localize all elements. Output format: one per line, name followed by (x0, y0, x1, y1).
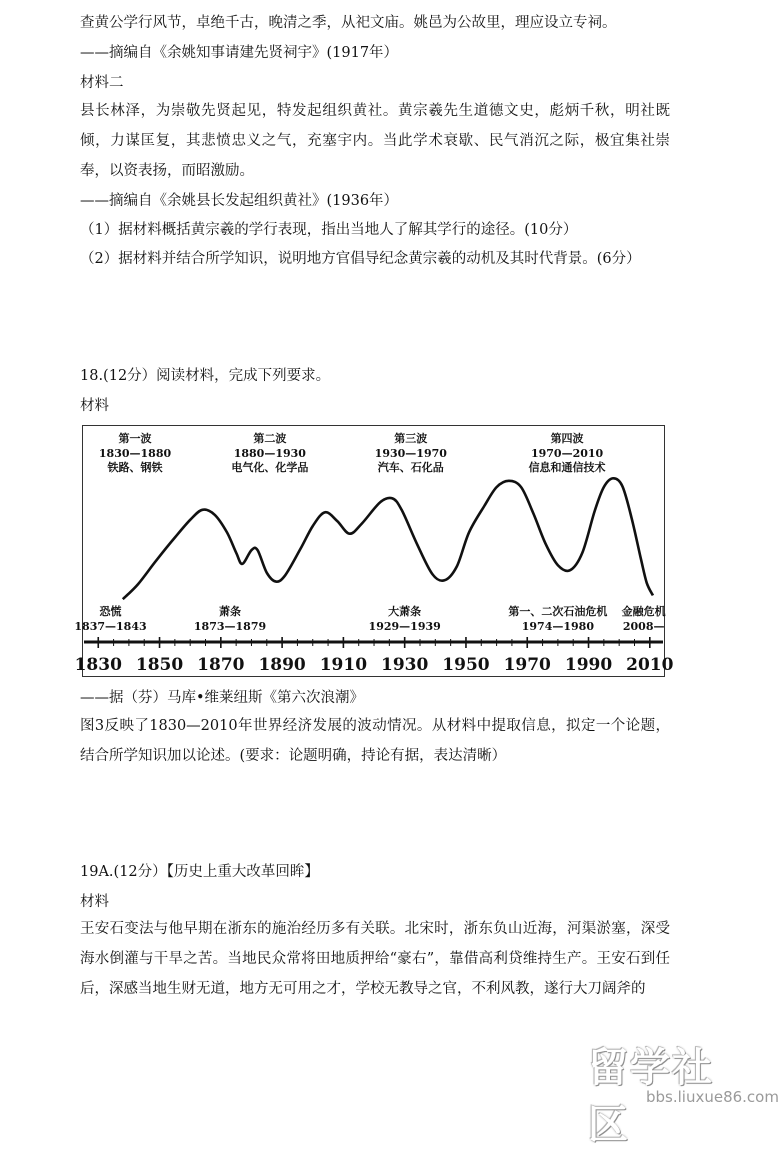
watermark-logo-text: 留学社区 (588, 1045, 714, 1148)
x-tick-label: 2010 (626, 655, 674, 675)
wave-name-label: 第三波 (394, 432, 428, 445)
wave-name-label: 第四波 (550, 432, 584, 445)
wave-labels (99, 431, 606, 474)
x-tick-label: 1950 (442, 655, 490, 675)
chart-source: ——据（芬）马库•维莱纽斯《第六次浪潮》 (80, 690, 365, 706)
wave-years-label: 1930—1970 (374, 447, 447, 460)
x-tick-label: 1910 (319, 655, 368, 675)
x-tick-label: 1890 (258, 655, 306, 675)
wave-years-label: 1880—1930 (233, 447, 306, 460)
crisis-name-label: 恐慌 (99, 605, 122, 618)
wave-chart (74, 425, 674, 677)
crisis-years-label: 1873—1879 (193, 620, 267, 633)
question-18-title: 18.(12分）阅读材料，完成下列要求。 (80, 368, 331, 384)
question-19-material-text: 王安石变法与他早期在浙东的施治经历多有关联。北宋时，浙东负山近海，河渠淤塞，深受海水倒灌与干旱之苦。当地民众常将田地质押给“豪右”，靠借高利贷维持生产。王安石到任后，深感当地生财无道，地方无可用之才，学校无教导之官，不利风教，遂行大刀阔斧的 (80, 921, 670, 997)
wave-chart-svg (74, 425, 674, 677)
crisis-years-label: 1929—1939 (368, 620, 441, 633)
x-tick-label: 1990 (564, 655, 613, 675)
material-two-label: 材料二 (80, 75, 124, 91)
crisis-labels (74, 604, 665, 633)
crisis-name-label: 金融危机 (621, 605, 666, 618)
question-18-text: 图3反映了1830—2010年世界经济发展的波动情况。从材料中提取信息，拟定一个论题，结合所学知识加以论述。(要求：论题明确，持论有据，表达清晰） (80, 718, 670, 764)
material-two-text: 县长林泽，为崇敬先贤起见，特发起组织黄社。黄宗羲先生道德文史，彪炳千秋，明社既倾，力谋匡复，其悲愤忠义之气，充塞宇内。当此学术衰歇、民气消沉之际，极宜集社崇奉，以资表扬，而昭激励。 (80, 103, 670, 179)
x-tick-label: 1870 (197, 655, 245, 675)
source-line-2: ——摘编自《余姚县长发起组织黄社》(1936年） (80, 193, 399, 209)
crisis-name-label: 萧条 (219, 605, 242, 618)
wave-name-label: 第二波 (253, 432, 287, 445)
wave-tech-label: 信息和通信技术 (528, 461, 606, 474)
x-tick-label: 1850 (135, 655, 184, 675)
question-19-material-label: 材料 (80, 894, 109, 910)
watermark-url: bbs.liuxue86.com (646, 1088, 779, 1106)
crisis-years-label: 1974—1980 (521, 620, 594, 633)
question-19-title: 19A.(12分）【历史上重大改革回眸】 (80, 864, 319, 880)
economic-wave-line (123, 478, 653, 599)
x-tick-label: 1930 (381, 655, 429, 675)
site-watermark (588, 1036, 779, 1148)
crisis-name-label: 第一、二次石油危机 (508, 605, 608, 618)
crisis-years-label: 2008— (622, 620, 665, 633)
x-tick-label: 1970 (503, 655, 551, 675)
wave-years-label: 1970—2010 (530, 447, 604, 460)
wave-tech-label: 铁路、钢铁 (107, 461, 163, 474)
x-tick-label: 1830 (74, 655, 122, 675)
wave-tech-label: 电气化、化学品 (231, 461, 309, 474)
question-1: （1）据材料概括黄宗羲的学行表现，指出当地人了解其学行的途径。(10分） (80, 222, 578, 238)
source-line-1: ——摘编自《余姚知事请建先贤祠宇》(1917年） (80, 45, 399, 61)
wave-years-label: 1830—1880 (98, 447, 172, 460)
x-axis (75, 637, 674, 675)
wave-tech-label: 汽车、石化品 (377, 461, 444, 474)
wave-name-label: 第一波 (118, 432, 152, 445)
crisis-name-label: 大萧条 (388, 605, 422, 618)
crisis-years-label: 1837—1843 (74, 620, 147, 633)
question-18-material-label: 材料 (80, 398, 109, 414)
line-1: 查黄公学行风节，卓绝千古，晚清之季，从祀文庙。姚邑为公故里，理应设立专祠。 (80, 15, 617, 31)
question-2: （2）据材料并结合所学知识，说明地方官倡导纪念黄宗羲的动机及其时代背景。(6分） (80, 251, 641, 267)
